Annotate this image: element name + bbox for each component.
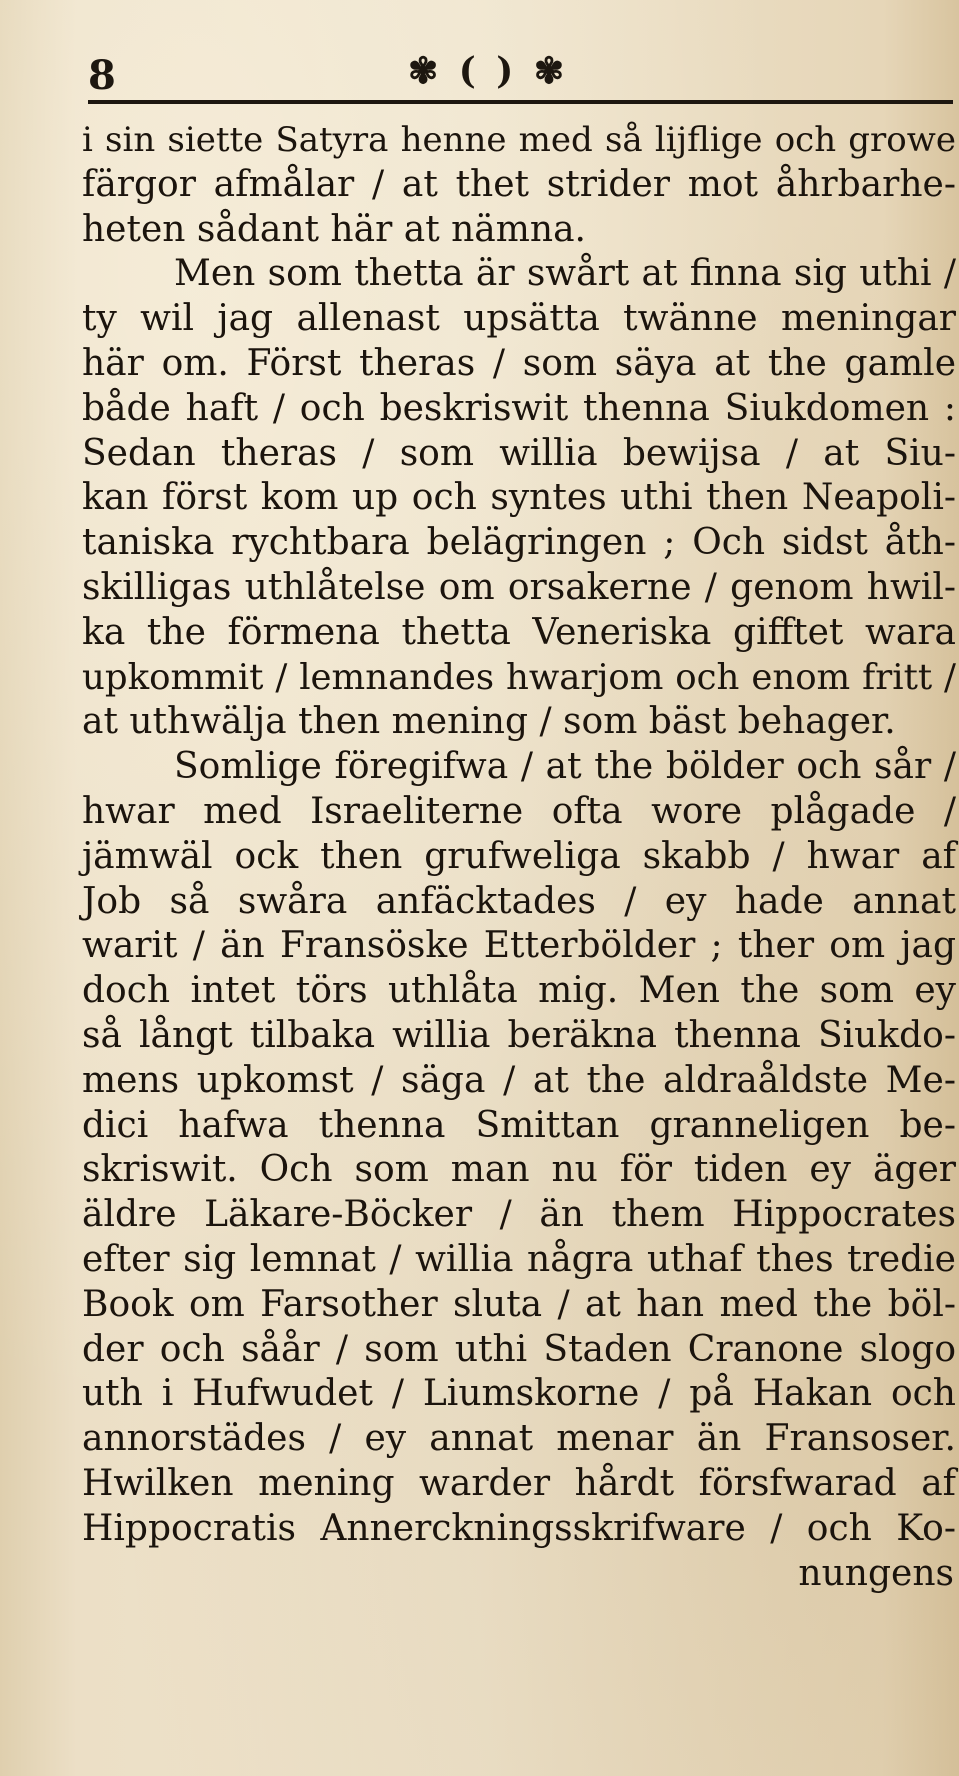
text-line: färgor afmålar / at thet strider mot åhrbarhe-	[82, 163, 956, 205]
header-rule	[88, 100, 953, 104]
text-line: Job så swåra anfäcktades / ey hade annat	[82, 880, 956, 922]
text-line: kan först kom up och syntes uthi then Neapoli-	[82, 477, 956, 519]
text-line: efter sig lemnat / willia några uthaf thes tredie	[82, 1238, 956, 1280]
text-line: Somlige föregifwa / at the bölder och sår /	[174, 746, 956, 788]
text-line: taniska rychtbara belägringen ; Och sidst åth-	[82, 522, 956, 564]
text-line: annorstädes / ey annat menar än Fransoser.	[82, 1418, 956, 1460]
text-line: mens upkomst / säga / at the aldraåldste Me-	[82, 1059, 956, 1101]
header-ornament: ✾ ( ) ✾	[408, 50, 568, 92]
text-line: at uthwälja then mening / som bäst behager.	[82, 701, 896, 743]
text-line: Men som thetta är swårt at finna sig uthi /	[174, 253, 956, 295]
page-header	[88, 50, 953, 106]
text-line: Hwilken mening warder hårdt försfwarad af	[82, 1462, 956, 1504]
text-line: Sedan theras / som willia bewijsa / at Siu-	[82, 432, 956, 474]
text-line: Hippocratis Annerckningsskrifware / och Ko-	[82, 1507, 956, 1549]
text-line: ka the förmena thetta Veneriska gifftet wara	[82, 611, 956, 653]
text-line: skilligas uthlåtelse om orsakerne / genom hwil-	[82, 566, 956, 608]
text-line: hwar med Israeliterne ofta wore plågade /	[82, 790, 956, 832]
text-line: der och såår / som uthi Staden Cranone slogo	[82, 1328, 956, 1370]
text-line: doch intet törs uthlåta mig. Men the som ey	[82, 970, 956, 1012]
text-line: både haft / och beskriswit thenna Siukdomen :	[82, 387, 956, 429]
text-line: upkommit / lemnandes hwarjom och enom fritt /	[82, 656, 956, 698]
text-line: jämwäl ock then grufweliga skabb / hwar af	[82, 835, 956, 877]
text-line: i sin siette Satyra henne med så lijflige och growe	[82, 120, 956, 160]
catchword: nungens	[798, 1552, 954, 1594]
text-line: heten sådant här at nämna.	[82, 208, 586, 250]
text-line: så långt tilbaka willia beräkna thenna Siukdo-	[82, 1014, 956, 1056]
page-number: 8	[88, 52, 116, 99]
text-line: här om. Först theras / som säya at the gamle	[82, 342, 956, 384]
text-line: uth i Hufwudet / Liumskorne / på Hakan och	[82, 1373, 956, 1415]
text-line: äldre Läkare-Böcker / än them Hippocrates	[82, 1194, 956, 1236]
body-text	[82, 118, 956, 1596]
text-line: skriswit. Och som man nu för tiden ey äger	[82, 1149, 956, 1191]
text-line: warit / än Fransöske Etterbölder ; ther om jag	[82, 925, 956, 967]
text-line: dici hafwa thenna Smittan granneligen be-	[82, 1104, 956, 1146]
text-line: ty wil jag allenast upsätta twänne meningar	[82, 298, 956, 340]
text-line: Book om Farsother sluta / at han med the böl-	[82, 1283, 956, 1325]
